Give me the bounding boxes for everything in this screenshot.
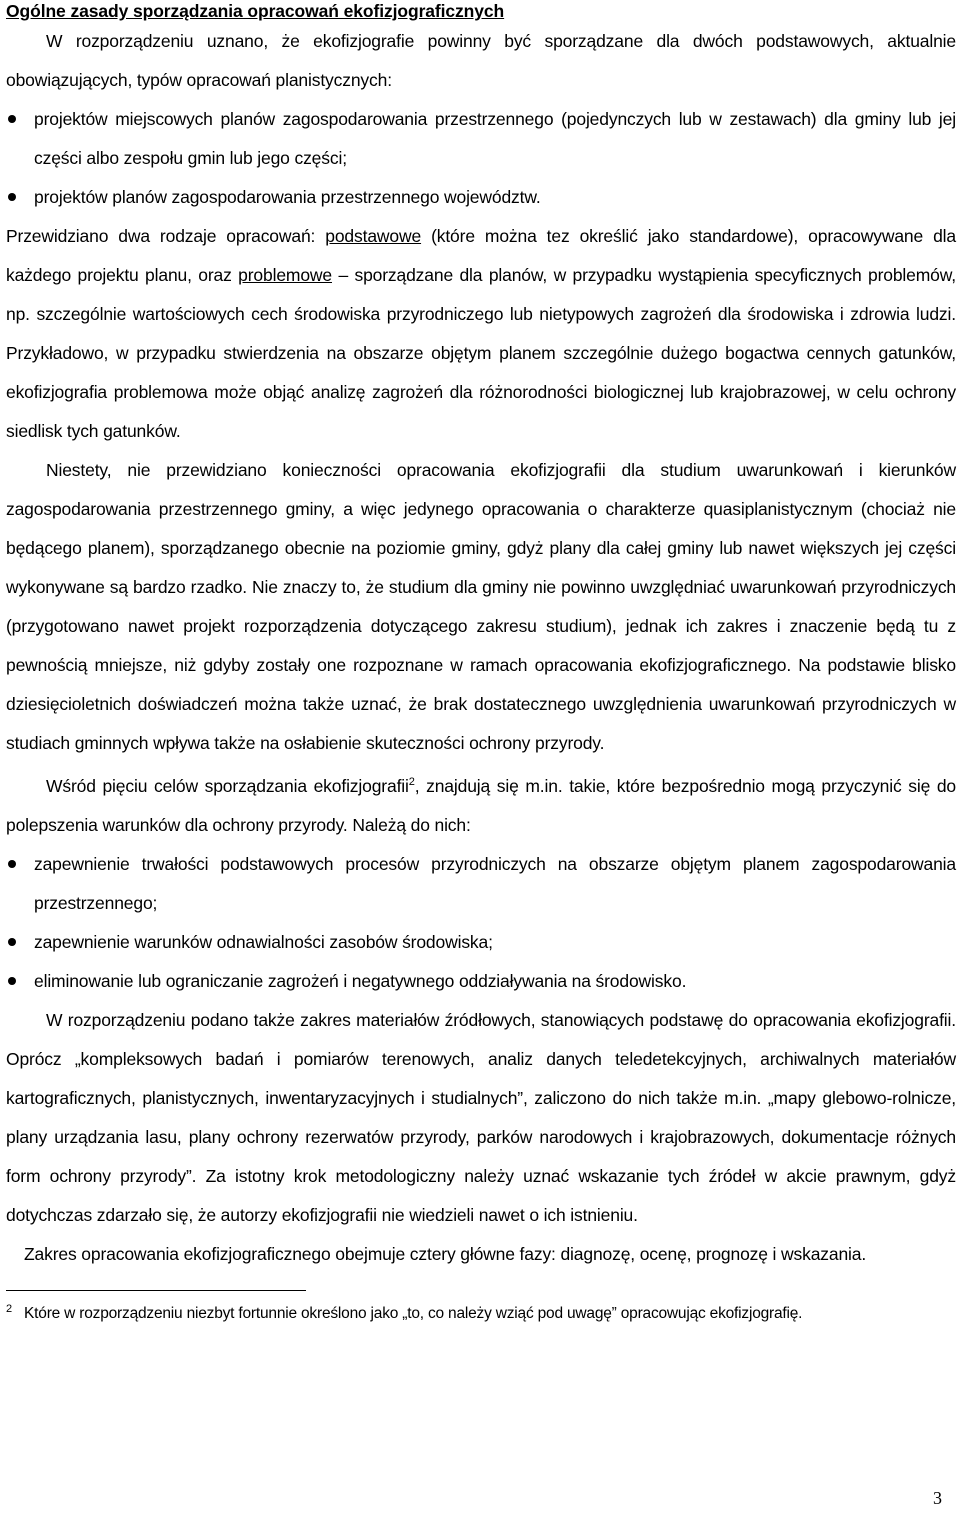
list-item-text: projektów planów zagospodarowania przestrzennego województw. bbox=[34, 187, 541, 207]
page-number: 3 bbox=[933, 1488, 942, 1508]
footnote-mark: 2 bbox=[6, 1302, 12, 1315]
list-item-text: eliminowanie lub ograniczanie zagrożeń i negatywnego oddziaływania na środowisko. bbox=[34, 970, 687, 991]
bullet-icon bbox=[8, 860, 16, 868]
footnote-divider bbox=[6, 1290, 306, 1291]
paragraph-goals bbox=[6, 763, 956, 845]
bullet-icon bbox=[8, 115, 16, 123]
document-page bbox=[6, 0, 956, 1324]
paragraph-study: Niestety, nie przewidziano konieczności opracowania ekofizjografii dla studium uwarunkowań i kierunków zagospodarowania przestrzennego gminy, a więc jedynego opracowania o charakterze quasiplanistycznym (chociaż nie będącego planem), sporządzanego obecnie na poziomie gminy, gdyż plany dla całej gminy lub nawet większych jej części wykonywane są bardzo rzadko. Nie znaczy to, że studium dla gminy nie powinno uwzględniać uwarunkowań przyrodniczych (przygotowano nawet projekt rozporządzenia dotyczącego zakresu studium), jednak ich zakres i znaczenie będą tu z pewnością mniejsze, niż gdyby zostały one rozpoznane w ramach opracowania ekofizjograficznego. Na podstawie blisko dziesięcioletnich doświadczeń można także uznać, że brak dostatecznego uwzględnienia uwarunkowań przyrodniczych w studiach gminnych wpływa także na osłabienie skuteczności ochrony przyrody. bbox=[6, 460, 956, 753]
text-run: , znajdują się m.in. takie, które bezpośrednio mogą przyczynić się do polepszenia warunków dla ochrony przyrody. Należą do nich: bbox=[6, 775, 957, 835]
text-run: – sporządzane dla planów, w przypadku wystąpienia specyficznych problemów, np. szczególnie wartościowych cech środowiska przyrodniczego lub nietypowych zagrożeń dla środowiska i zdrowia ludzi. Przykładowo, w przypadku stwierdzenia na obszarze objętym planem szczególnie dużego bogactwa cennych gatunków, ekofizjografia problemowa może objąć analizę zagrożeń dla różnorodności biologicznej lub krajobrazowej, w celu ochrony siedlisk tych gatunków. bbox=[6, 265, 956, 441]
list-item bbox=[6, 923, 956, 962]
list-item-text: zapewnienie warunków odnawialności zasobów środowiska; bbox=[34, 931, 493, 952]
list-item bbox=[6, 178, 956, 217]
paragraph-intro: W rozporządzeniu uznano, że ekofizjografie powinny być sporządzane dla dwóch podstawowych, aktualnie obowiązujących, typów opracowań planistycznych: bbox=[6, 31, 956, 90]
bullet-list-goals bbox=[6, 845, 956, 1001]
bullet-icon bbox=[8, 193, 16, 201]
text-run: (które można tez określić jako standardowe), opracowywane dla każdego projektu planu, oraz bbox=[6, 226, 956, 285]
text-run: Wśród pięciu celów sporządzania ekofizjografii bbox=[46, 775, 409, 796]
list-item bbox=[6, 845, 956, 923]
paragraph-types bbox=[6, 217, 956, 451]
list-item bbox=[6, 962, 956, 1001]
footnote-ref: 2 bbox=[408, 776, 415, 788]
bullet-list-plan-types bbox=[6, 100, 956, 217]
text-run: Przewidziano dwa rodzaje opracowań: bbox=[6, 226, 326, 246]
underlined-term: problemowe bbox=[238, 265, 332, 285]
bullet-icon bbox=[8, 938, 16, 946]
underlined-term: podstawowe bbox=[325, 226, 422, 246]
section-title: Ogólne zasady sporządzania opracowań ekofizjograficznych bbox=[6, 1, 505, 21]
paragraph-sources: W rozporządzeniu podano także zakres materiałów źródłowych, stanowiących podstawę do opracowania ekofizjografii. Oprócz „kompleksowych badań i pomiarów terenowych, analiz danych teledetekcyjnych, archiwalnych materiałów kartograficznych, planistycznych, inwentaryzacyjnych i studialnych”, zaliczono do nich także m.in. „mapy glebowo-rolnicze, plany urządzania lasu, plany ochrony rezerwatów przyrody, parków narodowych i krajobrazowych, dokumentacje różnych form ochrony przyrody”. Za istotny krok metodologiczny należy uznać wskazanie tych źródeł w akcie prawnym, gdyż dotychczas zdarzało się, że autorzy ekofizjografii nie wiedzieli nawet o ich istnieniu. bbox=[6, 1009, 956, 1225]
list-item bbox=[6, 100, 956, 178]
footnote-text: Które w rozporządzeniu niezbyt fortunnie określono jako „to, co należy wziąć pod uwagę” opracowując ekofizjografię. bbox=[19, 1304, 803, 1322]
list-item-text: zapewnienie trwałości podstawowych procesów przyrodniczych na obszarze objętym planem zagospodarowania przestrzennego; bbox=[34, 853, 956, 913]
footnote bbox=[6, 1299, 956, 1324]
bullet-icon bbox=[8, 977, 16, 985]
list-item-text: projektów miejscowych planów zagospodarowania przestrzennego (pojedynczych lub w zestawach) dla gminy lub jej części albo zespołu gmin lub jego części; bbox=[34, 109, 956, 168]
paragraph-phases: Zakres opracowania ekofizjograficznego obejmuje cztery główne fazy: diagnozę, ocenę, prognozę i wskazania. bbox=[24, 1243, 867, 1264]
